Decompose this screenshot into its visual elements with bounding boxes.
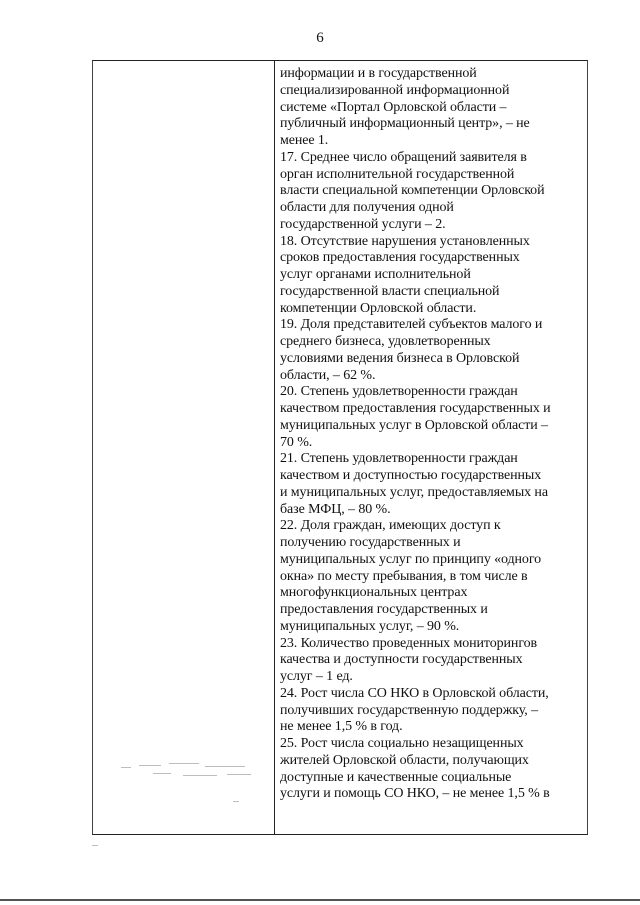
text-line: муниципальных услуг по принципу «одного <box>280 551 542 567</box>
scan-artifact <box>153 773 171 774</box>
text-line: специализированной информационной <box>280 82 510 98</box>
text-line: услуги и помощь СО НКО, – не менее 1,5 % в <box>280 786 550 802</box>
column-divider <box>274 61 275 834</box>
text-line: муниципальных услуг в Орловской области – <box>280 417 548 433</box>
scan-artifact <box>233 801 239 802</box>
text-line: получению государственных и <box>280 535 461 550</box>
text-line: области для получения одной <box>280 200 454 215</box>
text-line: условиями ведения бизнеса в Орловской <box>280 350 520 366</box>
table-left-column <box>93 61 274 834</box>
text-line: 70 %. <box>280 434 313 450</box>
text-line: жителей Орловской области, получающих <box>280 752 529 768</box>
text-line: 25. Рост числа социально незащищенных <box>280 736 524 751</box>
text-line: базе МФЦ, – 80 %. <box>280 501 391 517</box>
text-line: услуг – 1 ед. <box>280 669 353 684</box>
text-line: сроков предоставления государственных <box>280 250 520 266</box>
document-table <box>92 60 588 835</box>
text-line: информации и в государственной <box>280 66 477 81</box>
text-line: окна» по месту пребывания, в том числе в <box>280 568 528 584</box>
text-line: и муниципальных услуг, предоставляемых на <box>280 484 548 500</box>
text-line: получивших государственную поддержку, – <box>280 702 538 718</box>
text-line: не менее 1,5 % в год. <box>280 719 403 735</box>
text-line: среднего бизнеса, удовлетворенных <box>280 334 491 349</box>
scan-artifact <box>183 775 217 776</box>
table-right-column <box>280 66 586 803</box>
text-line: 17. Среднее число обращений заявителя в <box>280 149 527 165</box>
text-line: публичный информационный центр», – не <box>280 116 530 132</box>
text-line: системе «Портал Орловской области – <box>280 99 507 115</box>
page-bottom-edge <box>0 899 640 901</box>
text-line: 24. Рост числа СО НКО в Орловской области, <box>280 685 549 701</box>
text-line: 18. Отсутствие нарушения установленных <box>280 233 530 249</box>
text-line: 23. Количество проведенных мониторингов <box>280 635 538 651</box>
text-line: власти специальной компетенции Орловской <box>280 183 545 199</box>
text-line: 21. Степень удовлетворенности граждан <box>280 451 518 467</box>
text-line: качеством предоставления государственных и <box>280 401 551 416</box>
text-line: предоставления государственных и <box>280 602 488 617</box>
text-line: качеством и доступностью государственных <box>280 468 542 483</box>
scan-artifact <box>169 763 199 764</box>
scan-artifact <box>205 766 245 767</box>
text-line: многофункциональных центрах <box>280 585 468 601</box>
text-line: услуг органами исполнительной <box>280 267 471 282</box>
text-line: муниципальных услуг, – 90 %. <box>280 618 460 634</box>
scan-artifact <box>92 845 98 846</box>
text-line: качества и доступности государственных <box>280 652 523 668</box>
page-number: 6 <box>316 30 324 46</box>
text-line: доступные и качественные социальные <box>280 769 512 785</box>
text-line: 20. Степень удовлетворенности граждан <box>280 384 518 400</box>
text-line: государственной услуги – 2. <box>280 216 446 232</box>
scan-artifact <box>227 774 251 775</box>
text-line: 22. Доля граждан, имеющих доступ к <box>280 518 501 534</box>
scan-artifact <box>139 765 161 766</box>
scan-artifact <box>121 767 131 768</box>
text-line: компетенции Орловской области. <box>280 300 477 316</box>
text-line: государственной власти специальной <box>280 283 500 299</box>
text-line: орган исполнительной государственной <box>280 166 515 182</box>
text-line: области, – 62 %. <box>280 367 376 383</box>
text-line: менее 1. <box>280 133 329 148</box>
text-line: 19. Доля представителей субъектов малого и <box>280 317 543 333</box>
